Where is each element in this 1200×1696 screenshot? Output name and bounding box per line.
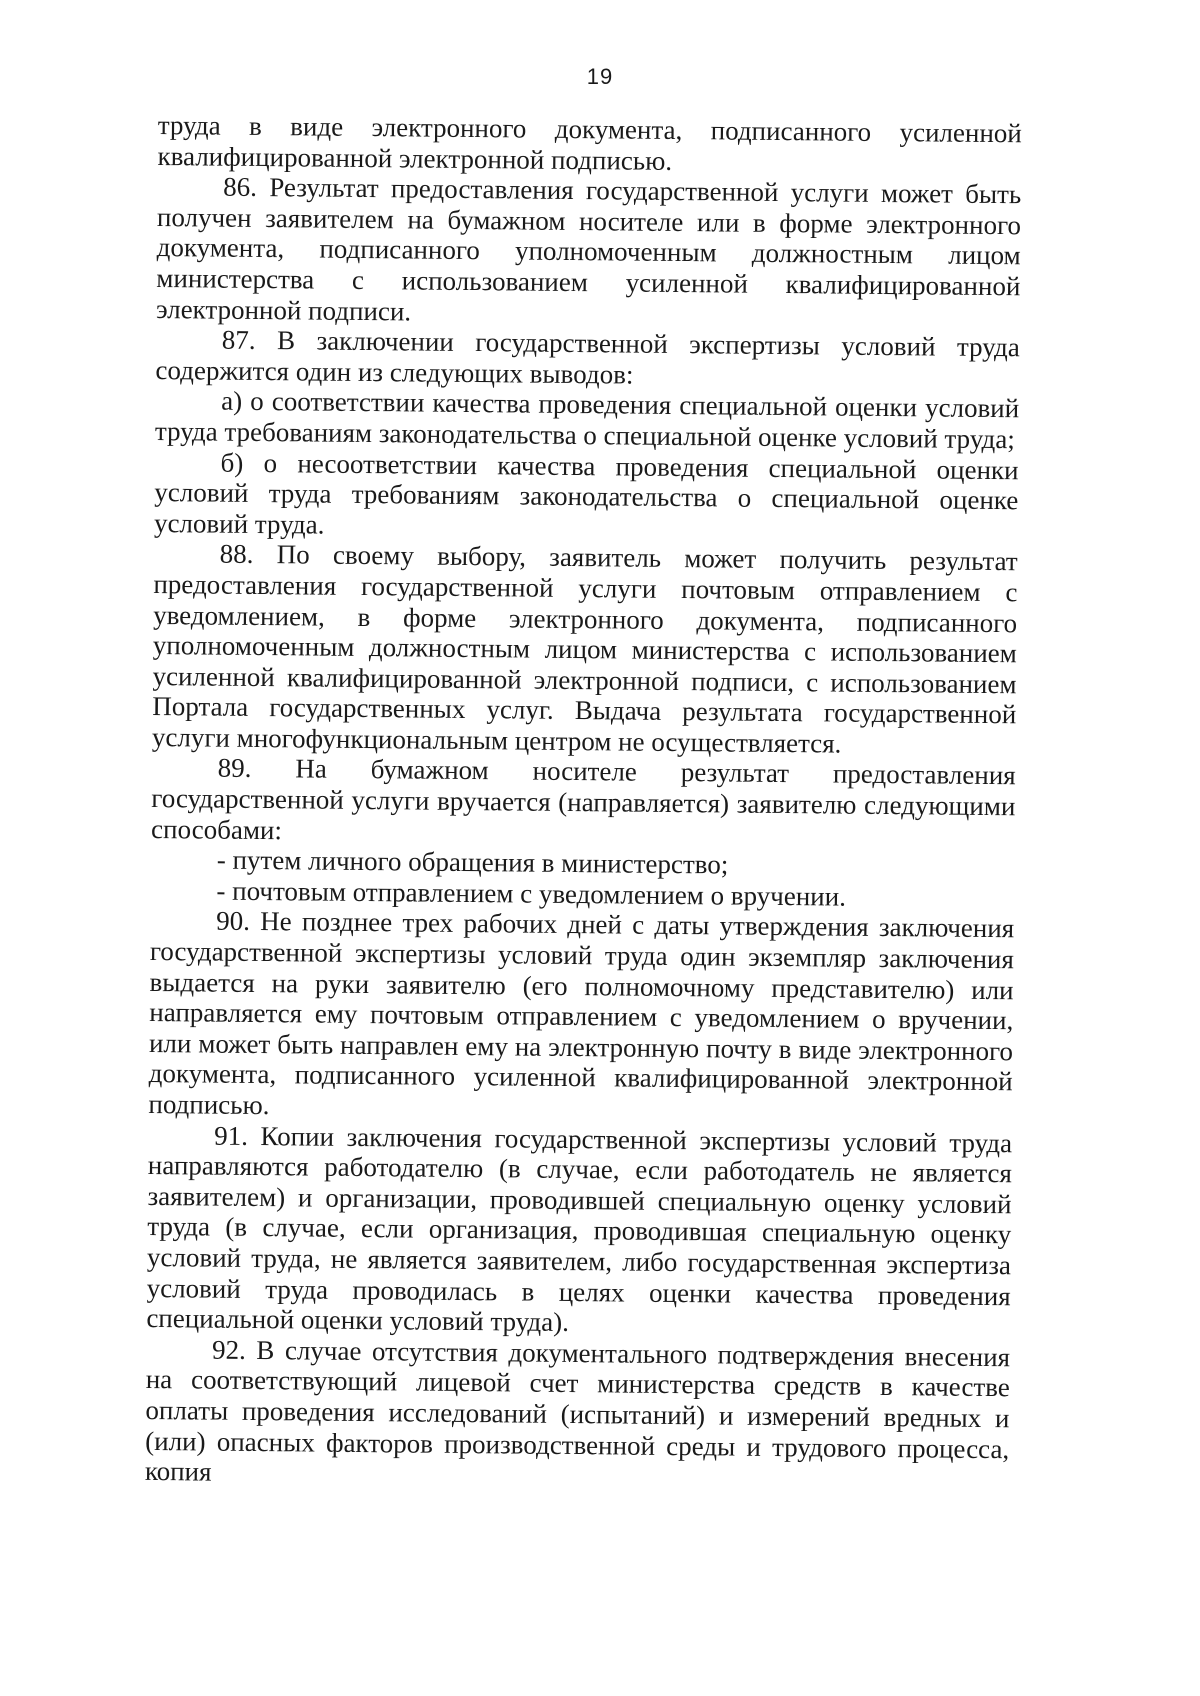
paragraph-87-item-b: б) о несоответствии качества проведения специальной оценки условий труда требованиям законодательства о специальной оценке условий труда.	[153, 447, 1019, 540]
paragraph-87: 87. В заключении государственной экспертизы условий труда содержится один из следующих выводов:	[155, 324, 1020, 390]
paragraph-88: 88. По своему выбору, заявитель может получить результат предоставления государственной услуги почтовым отправлением с уведомлением, в форме электронного документа, подписанного уполномоченным должностным лицом министерства с использованием усиленной квалифицированной электронной подписи, с использованием Портала государственных услуг. Выдача результата государственной услуги многофункциональным центром не осуществляется.	[151, 538, 1018, 759]
paragraph-90: 90. Не позднее трех рабочих дней с даты утверждения заключения государственной экспертизы условий труда один экземпляр заключения выдается на руки заявителю (его полномочному представителю) или направляется ему почтовым отправлением с уведомлением о вручении, или может быть направлен ему на электронную почту в виде электронного документа, подписанного усиленной квалифицированной электронной подписью.	[148, 906, 1015, 1121]
paragraph-89: 89. На бумажном носителе результат предоставления государственной услуги вручается (направляется) заявителю следующими способами:	[150, 753, 1016, 845]
paragraph-89-item-1: - путем личного обращения в министерство;	[216, 844, 729, 880]
document-body	[145, 110, 1022, 1495]
paragraph-87-item-a: а) о соответствии качества проведения специальной оценки условий труда требованиям законодательства о специальной оценке условий труда;	[154, 385, 1020, 455]
paragraph-86: 86. Результат предоставления государственной услуги может быть получен заявителем на бумажном носителе или в форме электронного документа, подписанного уполномоченным должностным лицом министерства с использованием усиленной квалифицированной электронной подписи.	[155, 171, 1022, 327]
paragraph-89-item-2: - почтовым отправлением с уведомлением о вручении.	[216, 875, 847, 912]
paragraph-92: 92. В случае отсутствия документального подтверждения внесения на соответствующий лицевой счет министерства средств в качестве оплаты проведения исследований (испытаний) и измерений вредных и (или) опасных факторов производственной среды и трудового процесса, копия	[144, 1334, 1011, 1487]
page-number: 19	[586, 64, 614, 89]
paragraph-continuation: труда в виде электронного документа, подписанного усиленной квалифицированной электронной подписью.	[157, 110, 1022, 176]
paragraph-91: 91. Копии заключения государственной экспертизы условий труда направляются работодателю (в случае, если работодатель не является заявителем) и организации, проводившей специальную оценку условий труда (в случае, если организация, проводившая специальную оценку условий труда, не является заявителем, либо государственная экспертиза условий труда проводилась в целях оценки качества проведения специальной оценки условий труда).	[146, 1120, 1013, 1338]
